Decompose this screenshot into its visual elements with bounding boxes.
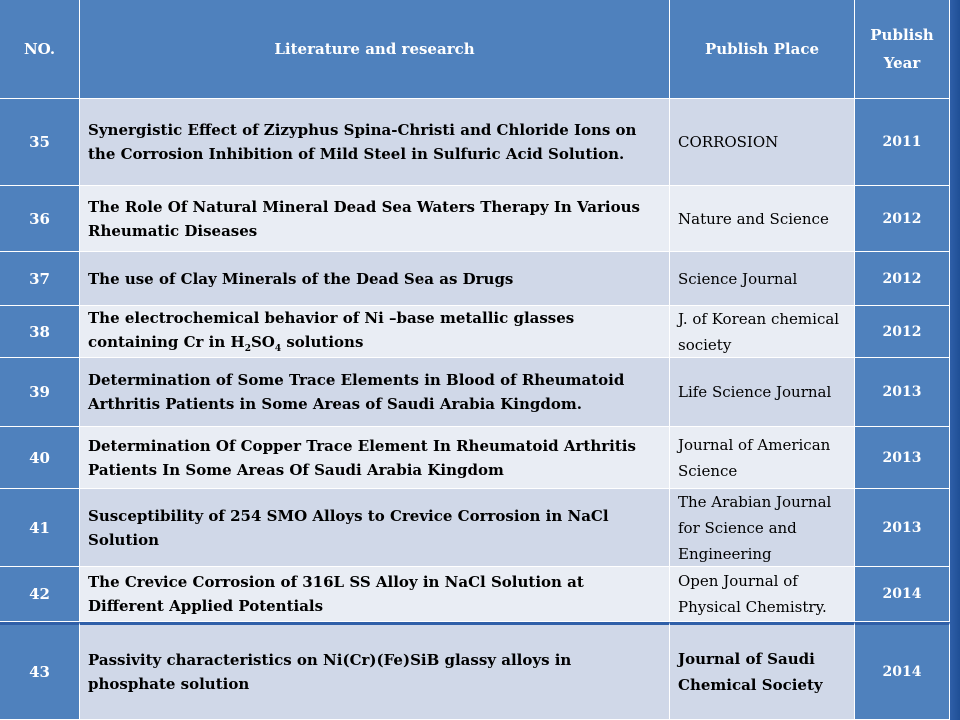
row-number: 42 xyxy=(0,567,80,622)
row-title-text: SO xyxy=(250,333,275,351)
row-number: 36 xyxy=(0,186,80,252)
row-number: 40 xyxy=(0,427,80,489)
row-year: 2012 xyxy=(855,252,950,306)
table-row xyxy=(0,306,950,358)
row-publish-place: Journal of American Science xyxy=(670,427,855,489)
row-title: The Role Of Natural Mineral Dead Sea Waters Therapy In Various Rheumatic Diseases xyxy=(80,186,670,252)
row-number: 37 xyxy=(0,252,80,306)
subscript-2: 2 xyxy=(244,344,251,354)
row-number: 41 xyxy=(0,489,80,567)
header-literature: Literature and research xyxy=(80,0,670,99)
row-publish-place: Open Journal of Physical Chemistry. xyxy=(670,567,855,622)
row-number: 39 xyxy=(0,358,80,427)
right-edge-band xyxy=(950,0,960,720)
table-row xyxy=(0,252,950,306)
row-year: 2012 xyxy=(855,306,950,358)
row-title: Determination of Some Trace Elements in Blood of Rheumatoid Arthritis Patients in Some Areas of Saudi Arabia Kingdom. xyxy=(80,358,670,427)
table-row xyxy=(0,186,950,252)
subscript-4: 4 xyxy=(274,344,282,354)
row-year: 2011 xyxy=(855,99,950,186)
table-row xyxy=(0,567,950,622)
row-year: 2012 xyxy=(855,186,950,252)
row-title: Susceptibility of 254 SMO Alloys to Crevice Corrosion in NaCl Solution xyxy=(80,489,670,567)
row-year: 2013 xyxy=(855,427,950,489)
header-publish-place: Publish Place xyxy=(670,0,855,99)
row-publish-place: The Arabian Journal for Science and Engineering xyxy=(670,489,855,567)
row-title-text: solutions xyxy=(281,333,364,351)
table-row xyxy=(0,427,950,489)
row-publish-place: Science Journal xyxy=(670,252,855,306)
header-no: NO. xyxy=(0,0,80,99)
header-publish-year: Publish Year xyxy=(855,0,950,99)
table-row xyxy=(0,622,950,720)
row-year: 2014 xyxy=(855,567,950,622)
row-title: The Crevice Corrosion of 316L SS Alloy in NaCl Solution at Different Applied Potentials xyxy=(80,567,670,622)
row-title xyxy=(80,306,670,358)
table-row xyxy=(0,489,950,567)
row-title: The use of Clay Minerals of the Dead Sea as Drugs xyxy=(80,252,670,306)
row-title: Synergistic Effect of Zizyphus Spina-Christi and Chloride Ions on the Corrosion Inhibition of Mild Steel in Sulfuric Acid Solution. xyxy=(80,99,670,186)
table-header-row xyxy=(0,0,950,99)
row-year: 2013 xyxy=(855,358,950,427)
row-number: 38 xyxy=(0,306,80,358)
row-publish-place: J. of Korean chemical society xyxy=(670,306,855,358)
row-publish-place: Nature and Science xyxy=(670,186,855,252)
table-row xyxy=(0,99,950,186)
row-title-text: The electrochemical behavior of Ni –base metallic glasses containing Cr in H xyxy=(88,309,575,351)
row-publish-place: CORROSION xyxy=(670,99,855,186)
row-number: 43 xyxy=(0,622,80,720)
row-title: Determination Of Copper Trace Element In Rheumatoid Arthritis Patients In Some Areas Of Saudi Arabia Kingdom xyxy=(80,427,670,489)
row-title: Passivity characteristics on Ni(Cr)(Fe)SiB glassy alloys in phosphate solution xyxy=(80,622,670,720)
row-year: 2013 xyxy=(855,489,950,567)
table-row xyxy=(0,358,950,427)
row-publish-place: Journal of Saudi Chemical Society xyxy=(670,622,855,720)
row-number: 35 xyxy=(0,99,80,186)
row-year: 2014 xyxy=(855,622,950,720)
row-publish-place: Life Science Journal xyxy=(670,358,855,427)
